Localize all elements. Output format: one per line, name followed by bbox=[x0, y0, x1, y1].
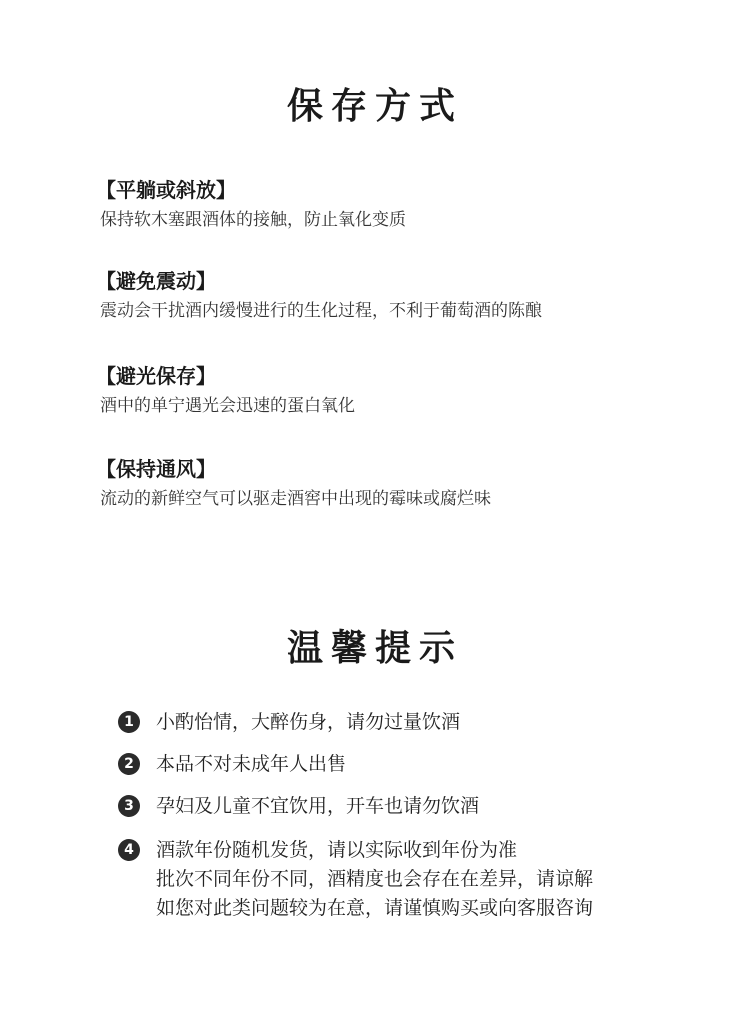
tip-line: 如您对此类问题较为在意，请谨慎购买或向客服咨询 bbox=[156, 897, 594, 919]
tip-number-badge: 4 bbox=[118, 839, 140, 861]
tip-text bbox=[156, 708, 460, 737]
storage-item-ventilation bbox=[96, 455, 700, 511]
tip-line: 孕妇及儿童不宜饮用，开车也请勿饮酒 bbox=[156, 795, 480, 817]
tip-line: 酒款年份随机发货，请以实际收到年份为准 bbox=[156, 839, 518, 861]
storage-item-heading: 【保持通风】 bbox=[96, 457, 216, 481]
storage-item-description: 酒中的单宁遇光会迅速的蛋白氧化 bbox=[100, 396, 355, 416]
storage-item-lay-flat bbox=[96, 176, 700, 232]
tip-text bbox=[156, 750, 346, 779]
storage-section-title: 保存方式 bbox=[286, 85, 463, 127]
tip-text bbox=[156, 792, 479, 821]
storage-item-avoid-light bbox=[96, 362, 700, 418]
tip-line: 小酌怡情，大醉伤身，请勿过量饮酒 bbox=[156, 711, 461, 733]
storage-item-description: 流动的新鲜空气可以驱走酒窖中出现的霉味或腐烂味 bbox=[100, 489, 491, 509]
tip-item bbox=[118, 708, 678, 737]
storage-item-heading: 【平躺或斜放】 bbox=[96, 178, 236, 202]
tip-line: 批次不同年份不同，酒精度也会存在在差异，请谅解 bbox=[156, 868, 594, 890]
tip-item bbox=[118, 750, 678, 779]
tip-item bbox=[118, 792, 678, 821]
tip-number-badge: 3 bbox=[118, 795, 140, 817]
storage-item-description: 保持软木塞跟酒体的接触，防止氧化变质 bbox=[100, 210, 406, 230]
tip-line: 本品不对未成年人出售 bbox=[156, 753, 347, 775]
storage-item-description: 震动会干扰酒内缓慢进行的生化过程，不利于葡萄酒的陈酿 bbox=[100, 301, 542, 321]
tip-number-badge: 1 bbox=[118, 711, 140, 733]
tips-section-title: 温馨提示 bbox=[286, 627, 463, 669]
tip-text bbox=[156, 836, 593, 923]
tip-number-badge: 2 bbox=[118, 753, 140, 775]
storage-item-heading: 【避光保存】 bbox=[96, 364, 216, 388]
storage-item-heading: 【避免震动】 bbox=[96, 269, 216, 293]
tip-item bbox=[118, 836, 678, 923]
storage-item-avoid-vibration bbox=[96, 267, 700, 323]
